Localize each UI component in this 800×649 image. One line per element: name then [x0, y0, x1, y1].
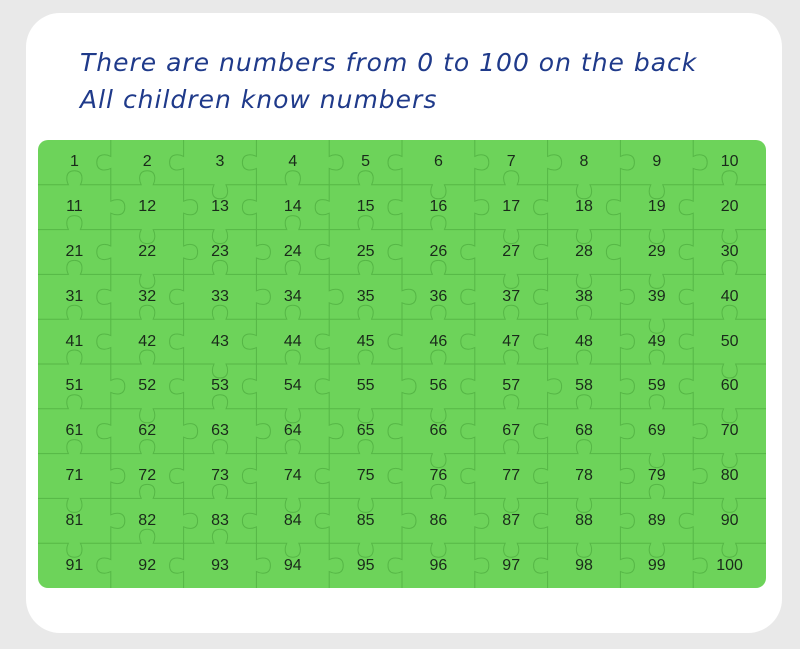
caption-line-2: All children know numbers	[80, 85, 438, 114]
puzzle-piece-number: 77	[502, 466, 521, 484]
puzzle-piece-number: 72	[138, 466, 157, 484]
puzzle-piece-number: 23	[211, 242, 229, 260]
puzzle-piece-number: 80	[720, 466, 739, 484]
puzzle-piece-number: 93	[211, 556, 229, 574]
puzzle-piece-number: 3	[215, 153, 225, 171]
puzzle-piece-number: 30	[720, 242, 739, 260]
caption	[80, 44, 697, 118]
puzzle-piece-number: 92	[138, 556, 157, 574]
puzzle-piece-number: 61	[65, 422, 84, 440]
puzzle-piece-number: 5	[361, 153, 371, 171]
puzzle-piece-number: 57	[502, 377, 521, 395]
puzzle-piece-number: 65	[356, 422, 375, 440]
puzzle-piece-number: 10	[720, 153, 739, 171]
puzzle-piece-number: 62	[138, 422, 157, 440]
puzzle-piece-number: 36	[429, 287, 448, 305]
puzzle-piece-number: 63	[211, 422, 229, 440]
puzzle-piece-number: 85	[356, 511, 375, 529]
puzzle-piece-number: 46	[429, 332, 448, 350]
puzzle-piece-number: 90	[720, 511, 739, 529]
puzzle-piece-number: 13	[211, 198, 229, 216]
puzzle-piece-number: 99	[647, 556, 666, 574]
puzzle-piece-number: 75	[356, 466, 375, 484]
puzzle-piece-number: 9	[652, 153, 662, 171]
puzzle-piece-number: 29	[647, 242, 666, 260]
puzzle-piece-number: 21	[65, 242, 84, 260]
puzzle-piece-number: 51	[65, 377, 84, 395]
puzzle-piece-number: 34	[283, 287, 302, 305]
puzzle-piece-number: 56	[429, 377, 448, 395]
puzzle-piece-number: 47	[502, 332, 521, 350]
puzzle-piece-number: 60	[720, 377, 739, 395]
puzzle-piece-number: 22	[138, 242, 157, 260]
puzzle-piece-number: 95	[356, 556, 375, 574]
puzzle-piece-number: 43	[211, 332, 229, 350]
puzzle-piece-number: 42	[138, 332, 157, 350]
puzzle-piece-number: 50	[720, 332, 739, 350]
puzzle-piece-number: 27	[502, 242, 521, 260]
puzzle-piece-number: 70	[720, 422, 739, 440]
puzzle-piece-number: 81	[65, 511, 84, 529]
puzzle-piece-number: 64	[283, 422, 302, 440]
puzzle-piece-number: 58	[575, 377, 593, 395]
puzzle-piece-number: 82	[138, 511, 157, 529]
puzzle-piece-number: 89	[647, 511, 666, 529]
puzzle-piece-number: 98	[575, 556, 593, 574]
puzzle-piece-number: 28	[575, 242, 593, 260]
puzzle-piece-number: 67	[502, 422, 521, 440]
puzzle-piece-number: 88	[575, 511, 593, 529]
puzzle-piece-number: 33	[211, 287, 229, 305]
puzzle-piece-number: 96	[429, 556, 448, 574]
puzzle-piece-number: 31	[65, 287, 84, 305]
puzzle-piece-number: 49	[647, 332, 666, 350]
puzzle-piece-number: 38	[575, 287, 593, 305]
puzzle-piece-number: 71	[65, 466, 84, 484]
puzzle-piece-number: 66	[429, 422, 448, 440]
puzzle-piece-number: 100	[716, 556, 743, 574]
puzzle-piece-number: 68	[575, 422, 593, 440]
puzzle-piece-number: 54	[283, 377, 302, 395]
puzzle-piece-number: 11	[66, 198, 83, 216]
puzzle-piece-number: 83	[211, 511, 229, 529]
puzzle-piece-number: 16	[429, 198, 448, 216]
puzzle-piece-number: 59	[647, 377, 666, 395]
puzzle-piece-number: 73	[211, 466, 229, 484]
puzzle-piece-number: 26	[429, 242, 448, 260]
puzzle-piece-number: 55	[356, 377, 375, 395]
number-grid	[38, 140, 766, 588]
puzzle-piece-number: 24	[283, 242, 302, 260]
puzzle-piece-number: 39	[647, 287, 666, 305]
puzzle-piece-number: 91	[65, 556, 84, 574]
puzzle-piece-number: 76	[429, 466, 448, 484]
puzzle-piece-number: 18	[575, 198, 593, 216]
puzzle-piece-number: 2	[142, 153, 152, 171]
puzzle-piece-number: 25	[356, 242, 375, 260]
puzzle-piece-number: 48	[575, 332, 593, 350]
puzzle-piece-number: 4	[288, 153, 298, 171]
puzzle-piece-number: 41	[65, 332, 84, 350]
puzzle-piece-number: 44	[283, 332, 302, 350]
puzzle-piece-number: 32	[138, 287, 157, 305]
puzzle-piece-number: 12	[138, 198, 157, 216]
puzzle-piece-number: 94	[283, 556, 302, 574]
puzzle-piece-number: 6	[433, 153, 443, 171]
puzzle-piece-number: 14	[283, 198, 302, 216]
puzzle-piece-number: 19	[647, 198, 666, 216]
puzzle-piece-number: 74	[283, 466, 302, 484]
puzzle-piece-number: 20	[720, 198, 739, 216]
puzzle-piece-number: 37	[502, 287, 521, 305]
puzzle-piece-number: 17	[502, 198, 521, 216]
puzzle-piece-number: 45	[356, 332, 375, 350]
puzzle-piece-number: 79	[647, 466, 666, 484]
puzzle-piece-number: 84	[283, 511, 302, 529]
number-puzzle-board	[38, 140, 766, 588]
puzzle-piece-number: 53	[211, 377, 229, 395]
puzzle-piece-number: 40	[720, 287, 739, 305]
puzzle-piece-number: 8	[579, 153, 589, 171]
puzzle-piece-number: 69	[647, 422, 666, 440]
caption-line-1: There are numbers from 0 to 100 on the back	[80, 48, 698, 77]
puzzle-piece-number: 86	[429, 511, 448, 529]
puzzle-piece-number: 15	[356, 198, 375, 216]
puzzle-piece-number: 52	[138, 377, 157, 395]
puzzle-piece-number: 1	[69, 153, 79, 171]
puzzle-piece-number: 78	[575, 466, 593, 484]
puzzle-piece-number: 97	[502, 556, 521, 574]
puzzle-piece-number: 35	[356, 287, 375, 305]
puzzle-piece-number: 7	[506, 153, 516, 171]
puzzle-piece-number: 87	[502, 511, 521, 529]
